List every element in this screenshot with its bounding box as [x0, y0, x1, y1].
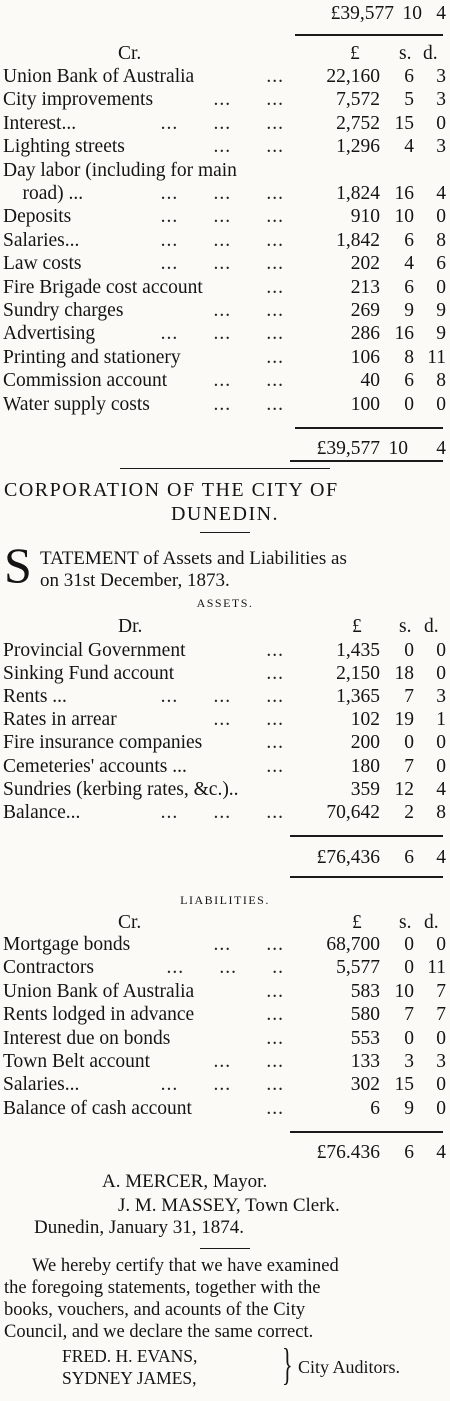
amount-shillings: 2 [404, 801, 414, 823]
short-divider [200, 1248, 250, 1249]
amount-shillings: 15 [394, 1074, 414, 1096]
ledger-row [0, 980, 450, 1003]
leader-dots: ... ... [213, 89, 284, 111]
ledger-row [0, 731, 450, 754]
leader-dots: ... ... ... [160, 686, 284, 708]
ledger-row [0, 1097, 450, 1120]
ledger-row [0, 88, 450, 111]
amount-pounds: 302 [350, 1074, 380, 1096]
town-clerk-signature: J. M. MASSEY, Town Clerk. [118, 1195, 340, 1216]
statement-line2: on 31st December, 1873. [40, 570, 230, 591]
top-total-row [0, 2, 450, 25]
amount-shillings: 8 [404, 346, 414, 368]
row-label: Sundry charges [3, 300, 124, 321]
row-label: Union Bank of Australia [3, 980, 195, 1002]
divider-rule [295, 427, 443, 429]
amount-shillings: 18 [394, 663, 414, 685]
amount-shillings: 10 [394, 206, 414, 228]
amount-pence: 9 [436, 323, 446, 345]
amount-pounds: 910 [350, 206, 380, 228]
leader-dots: ... ... ... [160, 801, 284, 823]
amount-shillings: 9 [404, 300, 414, 321]
amount-pence: 3 [436, 89, 446, 111]
row-label: Commission account [3, 370, 168, 392]
statement-line1: TATEMENT of Assets and Liabilities as [40, 548, 347, 569]
amount-pence: 8 [436, 801, 446, 823]
auditor-name: FRED. H. EVANS, [62, 1346, 198, 1366]
amount-shillings: 10 [394, 980, 414, 1002]
ledger-row [0, 685, 450, 708]
amount-pounds: 180 [350, 755, 380, 777]
amount-pounds: £76,436 [316, 847, 380, 868]
amount-pounds: 102 [350, 709, 380, 731]
amount-pence: 6 [436, 253, 446, 275]
ledger-row [0, 393, 450, 416]
amount-shillings: 7 [404, 686, 414, 708]
amount-pounds: 1,435 [336, 640, 380, 661]
shillings-column-label: s. [399, 43, 412, 64]
amount-shillings: 6 [404, 847, 414, 868]
amount-pounds: £39,577 [316, 438, 380, 459]
divider-rule [290, 460, 443, 462]
amount-shillings: 6 [404, 1142, 414, 1163]
amount-shillings: 10 [388, 438, 408, 459]
ledger-row [0, 1073, 450, 1096]
ledger-row [0, 801, 450, 824]
amount-pence: 11 [427, 957, 446, 979]
amount-shillings: 5 [404, 89, 414, 111]
amount-pence: 0 [436, 1097, 446, 1119]
row-label: Contractors [3, 957, 94, 979]
row-label: Deposits [3, 206, 72, 228]
divider-rule [290, 876, 443, 878]
amount-pence: 4 [436, 778, 446, 800]
row-label: road) ... [3, 183, 84, 204]
amount-pence: 0 [436, 393, 446, 415]
certification-line: the foregoing statements, together with the [4, 1278, 321, 1298]
divider-rule [295, 34, 443, 36]
amount-pence: 0 [436, 276, 446, 298]
leader-dots: ... ... .. [166, 957, 284, 979]
certification-line: Council, and we declare the same correct. [4, 1322, 314, 1342]
amount-pounds: 213 [350, 276, 380, 298]
row-label: Advertising [3, 323, 96, 345]
row-label: Rates in arrear [3, 709, 117, 731]
mayor-signature: A. MERCER, Mayor. [102, 1171, 268, 1192]
amount-pence: 0 [436, 640, 446, 661]
auditor-name: SYDNEY JAMES, [62, 1368, 197, 1388]
amount-pounds: 6 [370, 1097, 380, 1119]
amount-pounds: 68,700 [326, 934, 380, 955]
amount-pounds: 106 [350, 346, 380, 368]
assets-title: ASSETS. [196, 596, 254, 610]
ledger-row [0, 252, 450, 275]
amount-pence: 0 [436, 755, 446, 777]
liabilities-title: LIABILITIES. [180, 893, 270, 907]
ledger-row [0, 933, 450, 956]
ledger-row [0, 322, 450, 345]
row-label: Union Bank of Australia [3, 66, 195, 87]
amount-shillings: 6 [404, 229, 414, 251]
amount-shillings: 6 [404, 66, 414, 87]
amount-pence: 4 [436, 847, 446, 868]
short-divider [200, 532, 250, 533]
leader-dots: ... [266, 276, 284, 298]
corporation-heading-line2: DUNEDIN. [170, 503, 280, 525]
row-label: Cemeteries' accounts ... [3, 755, 187, 777]
row-label: Interest due on bonds [3, 1027, 171, 1049]
amount-pounds: 70,642 [326, 801, 380, 823]
amount-pence: 4 [436, 183, 446, 204]
amount-pence: 0 [436, 1074, 446, 1096]
leader-dots: ... [266, 1097, 284, 1119]
pence-column-label: d. [423, 43, 438, 64]
amount-pounds: £39,577 [330, 3, 394, 24]
amount-shillings: 15 [394, 112, 414, 134]
amount-shillings: 7 [404, 1004, 414, 1026]
amount-shillings: 0 [404, 1027, 414, 1049]
row-label: Law costs [3, 253, 82, 275]
pounds-column-label: £ [350, 43, 360, 64]
amount-pence: 0 [436, 732, 446, 754]
row-label: Lighting streets [3, 136, 125, 158]
auditors-role: City Auditors. [298, 1357, 401, 1377]
leader-dots: ... ... [213, 300, 284, 321]
auditors-certification [4, 1255, 446, 1343]
leader-dots: ... [266, 640, 284, 661]
liabilities-column-header [0, 911, 450, 934]
amount-shillings: 0 [404, 957, 414, 979]
amount-pounds: 202 [350, 253, 380, 275]
ledger-row [0, 299, 450, 322]
amount-pence: 7 [436, 1004, 446, 1026]
amount-shillings: 6 [404, 370, 414, 392]
amount-shillings: 12 [394, 778, 414, 800]
leader-dots: ... ... ... [160, 229, 284, 251]
leader-dots: ... [266, 1004, 284, 1026]
amount-pence: 0 [436, 1027, 446, 1049]
ledger-row [0, 112, 450, 135]
row-label: Salaries... [3, 1074, 80, 1096]
amount-pence: 7 [436, 980, 446, 1002]
amount-shillings: 7 [404, 755, 414, 777]
amount-pounds: 580 [350, 1004, 380, 1026]
amount-pounds: 1,365 [336, 686, 380, 708]
ledger-row [0, 182, 450, 205]
amount-shillings: 0 [404, 640, 414, 661]
leader-dots: ... [266, 346, 284, 368]
ledger-row [0, 639, 450, 662]
row-label: Printing and stationery [3, 346, 181, 368]
ledger-row [0, 1003, 450, 1026]
corporation-heading-line1: CORPORATION OF THE CITY OF [4, 479, 339, 501]
row-label: Sundries (kerbing rates, &c.).. [3, 778, 239, 800]
cr-column-header [0, 42, 450, 65]
row-label: Rents ... [3, 686, 67, 708]
amount-shillings: 0 [404, 393, 414, 415]
row-label: Rents lodged in advance [3, 1004, 195, 1026]
ledger-row [0, 135, 450, 158]
row-label: Provincial Government [3, 640, 186, 661]
amount-shillings: 0 [404, 732, 414, 754]
pence-column-label: d. [424, 912, 439, 933]
ledger-row [0, 662, 450, 685]
amount-pounds: 2,752 [336, 112, 380, 134]
amount-pounds: 133 [350, 1051, 380, 1072]
row-label: Interest... [3, 112, 77, 134]
certification-line: We hereby certify that we have examined [32, 1256, 339, 1276]
certification-line: books, vouchers, and acounts of the City [4, 1300, 306, 1320]
section-divider [120, 468, 330, 469]
amount-pounds: 286 [350, 323, 380, 345]
amount-pence: 8 [436, 370, 446, 392]
leader-dots: ... ... ... [160, 323, 284, 345]
leader-dots: ... ... [213, 370, 284, 392]
liabilities-total-row [0, 1141, 450, 1164]
leader-dots: ... ... ... [160, 253, 284, 275]
cr-total-row [0, 437, 450, 460]
amount-shillings: 4 [404, 136, 414, 158]
row-label: Balance... [3, 801, 81, 823]
ledger-row [0, 956, 450, 979]
row-label: Fire Brigade cost account [3, 276, 203, 298]
amount-shillings: 3 [404, 1051, 414, 1072]
assets-total-row [0, 846, 450, 869]
amount-pence: 3 [436, 1051, 446, 1072]
pence-column-label: d. [424, 616, 439, 637]
amount-pounds: 1,824 [336, 183, 380, 204]
ledger-row [0, 1027, 450, 1050]
row-label: Fire insurance companies [3, 732, 203, 754]
leader-dots: ... ... [213, 1051, 284, 1072]
leader-dots: ... [266, 980, 284, 1002]
row-label: Sinking Fund account [3, 663, 175, 685]
divider-rule [290, 1131, 443, 1133]
amount-pence: 4 [436, 438, 446, 459]
row-label: Salaries... [3, 229, 80, 251]
leader-dots: ... ... [213, 934, 284, 955]
amount-pence: 4 [436, 1142, 446, 1163]
ledger-row [0, 346, 450, 369]
amount-pounds: 40 [360, 370, 380, 392]
shillings-column-label: s. [399, 616, 412, 637]
amount-pounds: 269 [350, 300, 380, 321]
amount-pence: 0 [436, 206, 446, 228]
shillings-column-label: s. [399, 912, 412, 933]
amount-pence: 3 [436, 686, 446, 708]
amount-shillings: 0 [404, 934, 414, 955]
amount-pounds: 200 [350, 732, 380, 754]
divider-rule [290, 835, 443, 837]
amount-pence: 8 [436, 229, 446, 251]
ledger-row [0, 778, 450, 801]
leader-dots: ... ... ... [160, 206, 284, 228]
ledger-row [0, 229, 450, 252]
row-label: Mortgage bonds [3, 934, 131, 955]
row-label: Balance of cash account [3, 1097, 192, 1119]
amount-pounds: 583 [350, 980, 380, 1002]
amount-pounds: 22,160 [326, 66, 380, 87]
leader-dots: ... ... ... [160, 1074, 284, 1096]
leader-dots: ... [266, 66, 284, 87]
amount-pence: 4 [436, 3, 446, 24]
leader-dots: ... [266, 663, 284, 685]
amount-pence: 0 [436, 112, 446, 134]
cr-heading: Cr. [118, 912, 142, 933]
amount-pence: 1 [436, 709, 446, 731]
amount-pence: 11 [427, 346, 446, 368]
amount-shillings: 6 [404, 276, 414, 298]
amount-pounds: £76.436 [316, 1142, 380, 1163]
leader-dots: ... [266, 1027, 284, 1049]
leader-dots: ... [266, 732, 284, 754]
ledger-row [0, 755, 450, 778]
leader-dots: ... ... [213, 136, 284, 158]
amount-pence: 0 [436, 934, 446, 955]
ledger-row [0, 159, 450, 182]
row-label: Day labor (including for main [3, 159, 237, 181]
assets-column-header [0, 615, 450, 638]
ledger-row [0, 369, 450, 392]
ledger-row [0, 276, 450, 299]
pounds-column-label: £ [352, 912, 362, 933]
amount-shillings: 4 [404, 253, 414, 275]
leader-dots: ... [266, 755, 284, 777]
drop-cap: S [4, 537, 32, 593]
amount-pounds: 7,572 [336, 89, 380, 111]
row-label: City improvements [3, 89, 154, 111]
leader-dots: ... ... ... [160, 183, 284, 204]
amount-pounds: 5,577 [336, 957, 380, 979]
amount-pounds: 553 [350, 1027, 380, 1049]
amount-shillings: 10 [402, 3, 422, 24]
amount-pence: 3 [436, 136, 446, 158]
row-label: Water supply costs [3, 393, 150, 415]
amount-shillings: 9 [404, 1097, 414, 1119]
ledger-row [0, 65, 450, 88]
amount-pounds: 100 [350, 393, 380, 415]
dr-heading: Dr. [118, 616, 143, 637]
ledger-row [0, 708, 450, 731]
amount-pounds: 1,842 [336, 229, 380, 251]
auditors-brace: } [282, 1340, 293, 1389]
row-label: Town Belt account [3, 1051, 151, 1072]
amount-shillings: 19 [394, 709, 414, 731]
amount-pounds: 2,150 [336, 663, 380, 685]
ledger-row [0, 205, 450, 228]
amount-shillings: 16 [394, 183, 414, 204]
leader-dots: ... ... ... [160, 112, 284, 134]
signature-date: Dunedin, January 31, 1874. [34, 1217, 245, 1238]
amount-shillings: 16 [394, 323, 414, 345]
cr-heading: Cr. [118, 43, 142, 64]
ledger-row [0, 1050, 450, 1073]
amount-pence: 9 [436, 300, 446, 321]
amount-pence: 0 [436, 663, 446, 685]
pounds-column-label: £ [352, 616, 362, 637]
leader-dots: ... ... [213, 709, 284, 731]
amount-pounds: 359 [350, 778, 380, 800]
amount-pounds: 1,296 [336, 136, 380, 158]
amount-pence: 3 [436, 66, 446, 87]
leader-dots: ... ... [213, 393, 284, 415]
